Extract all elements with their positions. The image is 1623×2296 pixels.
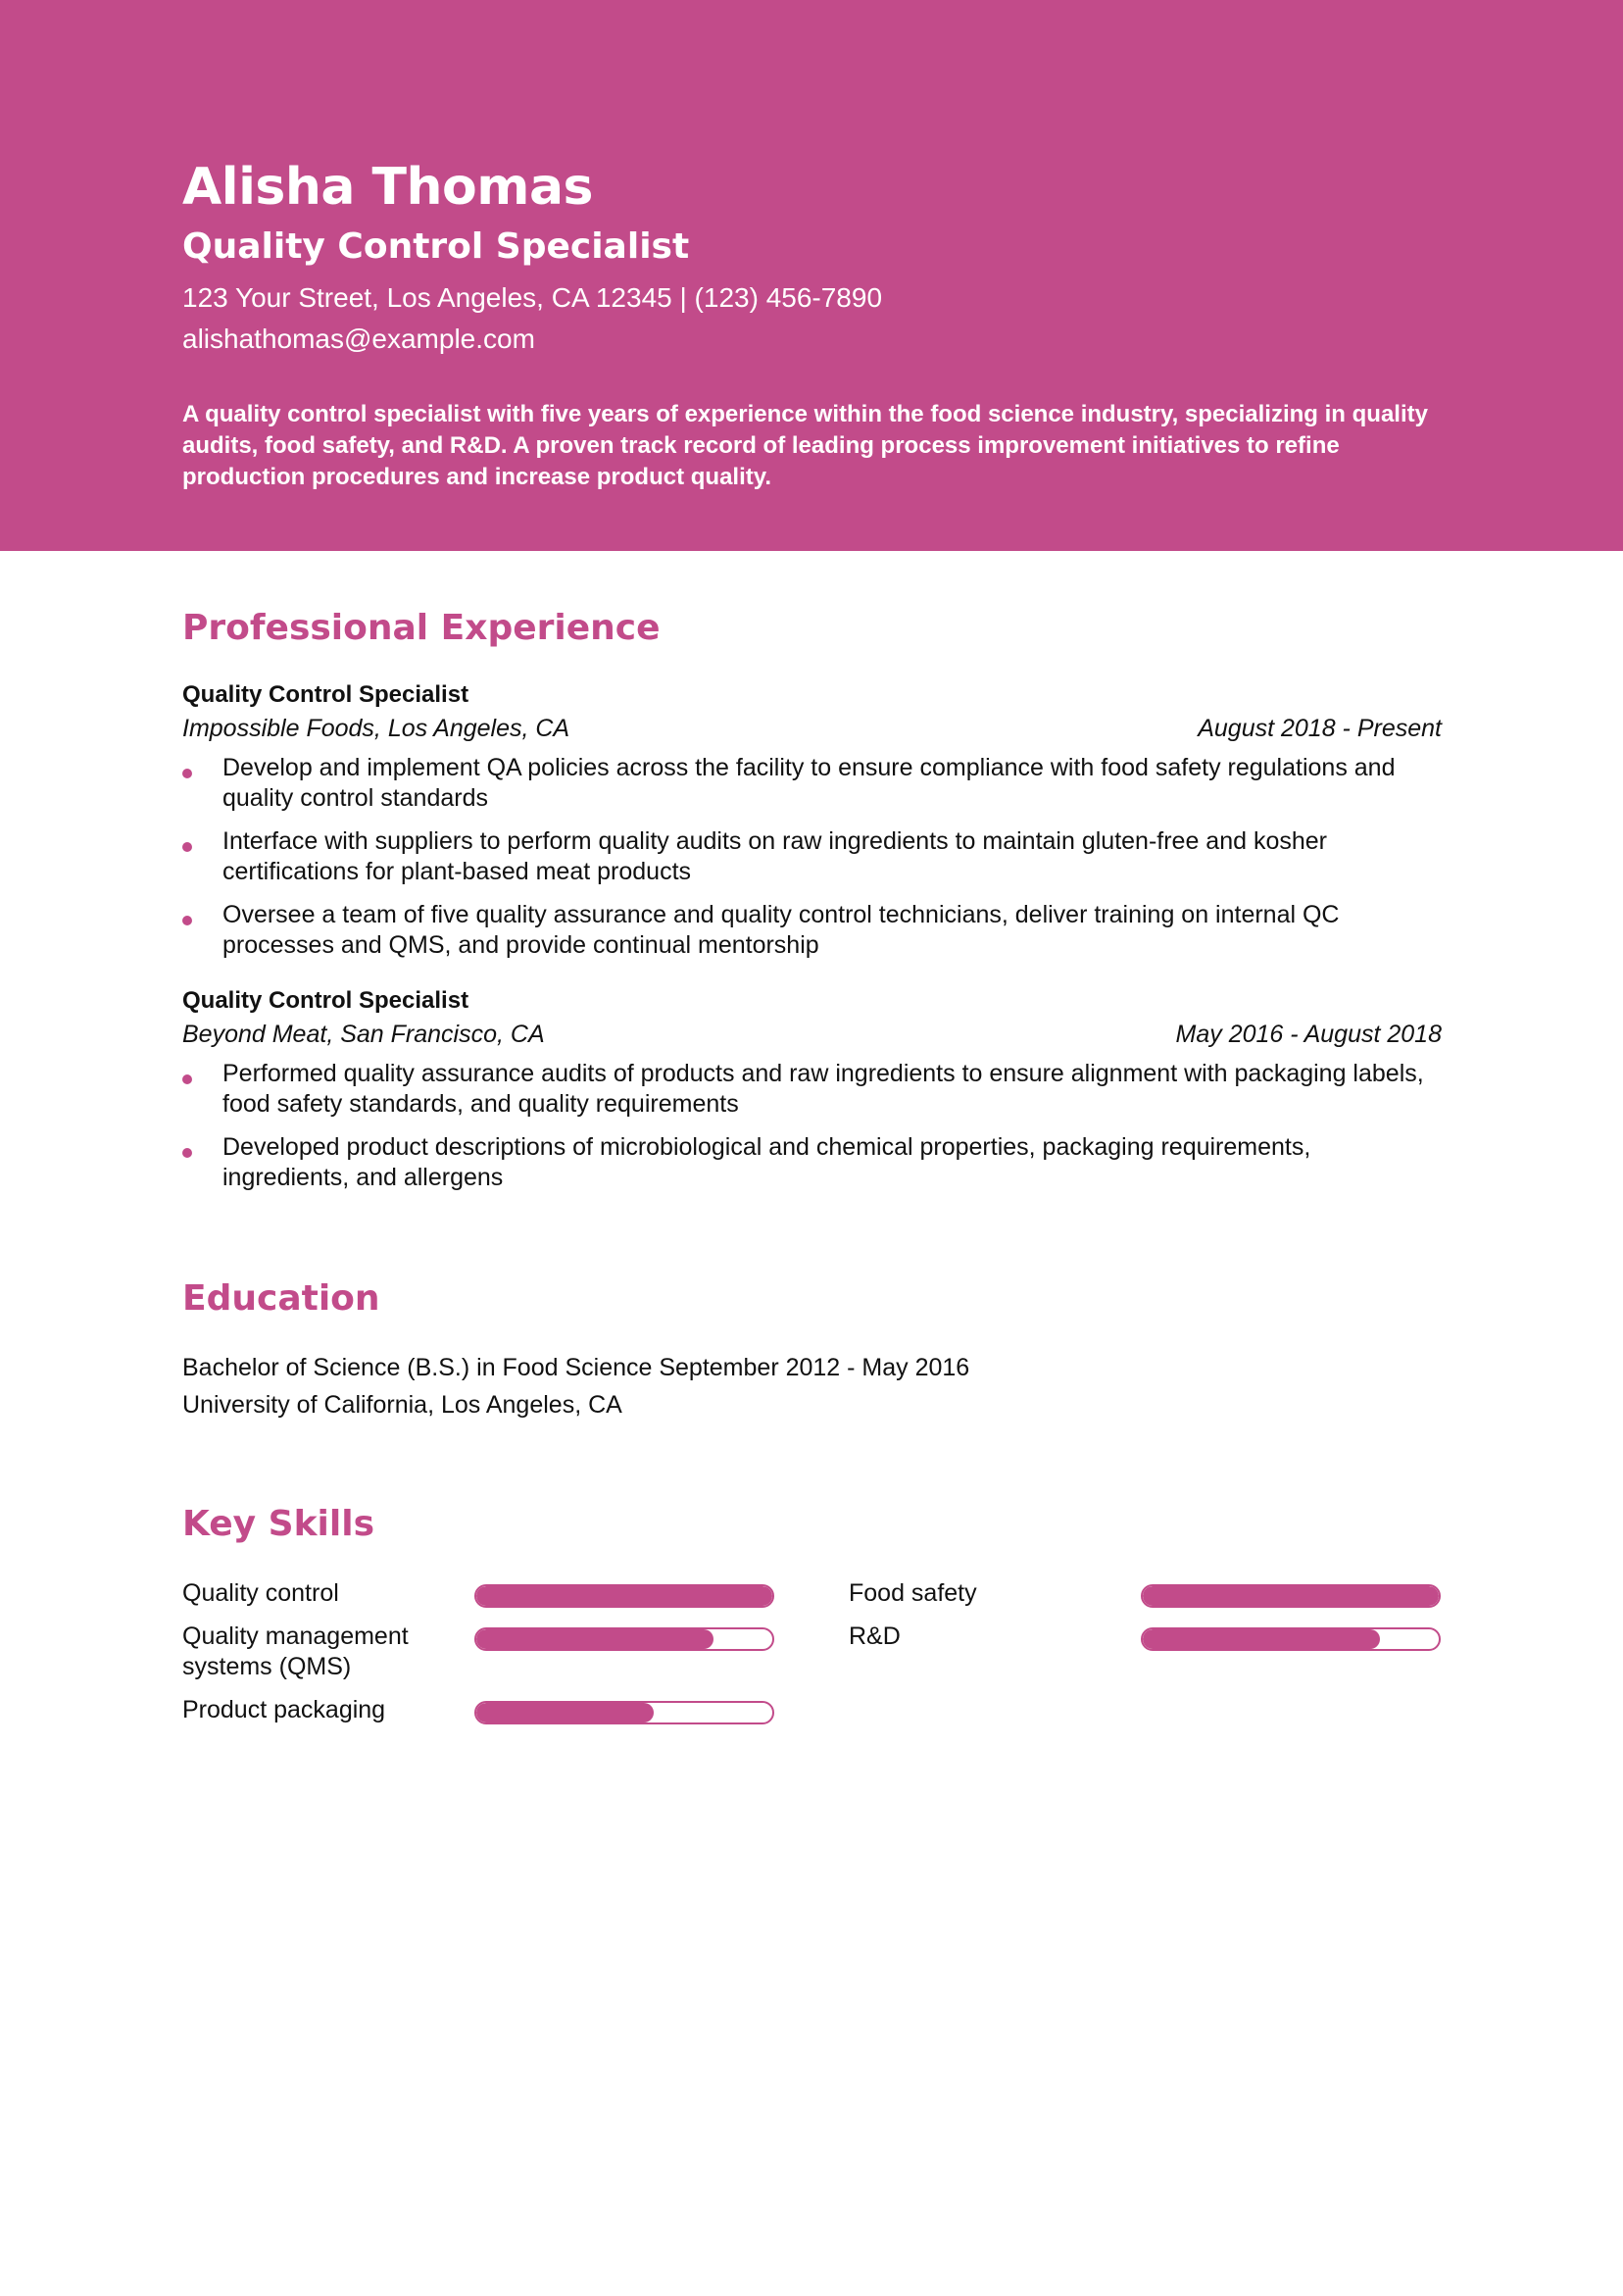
list-item: Developed product descriptions of microbiological and chemical properties, packaging requirements, ingredients, and allergens (182, 1132, 1442, 1193)
skill-fill (476, 1629, 713, 1649)
list-item: Develop and implement QA policies across the facility to ensure compliance with food safety regulations and quality control standards (182, 753, 1442, 814)
skill-label: Product packaging (182, 1696, 386, 1723)
bullet-dot-icon (182, 1148, 192, 1158)
job-title: Quality Control Specialist (182, 987, 469, 1014)
candidate-name: Alisha Thomas (182, 158, 593, 217)
skill-label: R&D (849, 1622, 901, 1650)
bullet-dot-icon (182, 842, 192, 852)
skill-fill (1143, 1629, 1380, 1649)
experience-heading: Professional Experience (182, 608, 661, 648)
list-item: Performed quality assurance audits of products and raw ingredients to ensure alignment with packaging labels, food safety standards, and quality requirements (182, 1059, 1442, 1120)
resume-header (0, 0, 1623, 551)
bullet-dot-icon (182, 1074, 192, 1084)
job-entry (182, 984, 1442, 1193)
job-company: Impossible Foods, Los Angeles, CA (182, 715, 570, 742)
candidate-title: Quality Control Specialist (182, 226, 690, 267)
skills-section (182, 1500, 1442, 1774)
skills-heading: Key Skills (182, 1504, 374, 1544)
profile-summary: A quality control specialist with five years of experience within the food science industry, specializing in quality audits, food safety, and R&D. A proven track record of leading process improvement initiatives to refine production procedures and increase product quality. (182, 401, 1428, 490)
list-item: Interface with suppliers to perform quality audits on raw ingredients to maintain gluten-free and kosher certifications for plant-based meat products (182, 826, 1442, 887)
education-school: University of California, Los Angeles, CA (182, 1391, 622, 1419)
contact-email: alishathomas@example.com (182, 324, 535, 354)
job-bullets (182, 753, 1442, 961)
skill-bar (474, 1701, 774, 1724)
skill-fill (476, 1586, 772, 1606)
skill-bar (474, 1584, 774, 1608)
skill-bar (1141, 1584, 1441, 1608)
job-dates: August 2018 - Present (1198, 715, 1442, 742)
skill-fill (476, 1703, 654, 1722)
skill-label: Food safety (849, 1579, 977, 1607)
job-dates: May 2016 - August 2018 (1175, 1021, 1442, 1048)
job-entry (182, 678, 1442, 961)
education-heading: Education (182, 1278, 380, 1319)
skill-fill (1143, 1586, 1439, 1606)
list-item: Oversee a team of five quality assurance and quality control technicians, deliver training on internal QC processes and QMS, and provide continual mentorship (182, 900, 1442, 961)
skill-label: Quality management systems (QMS) (182, 1622, 409, 1680)
skills-grid (182, 1578, 1442, 1774)
experience-section (182, 604, 1442, 1206)
contact-address-phone: 123 Your Street, Los Angeles, CA 12345 | (123) 456-7890 (182, 282, 883, 313)
job-bullets (182, 1059, 1442, 1193)
skill-bar (474, 1627, 774, 1651)
job-company: Beyond Meat, San Francisco, CA (182, 1021, 545, 1048)
bullet-dot-icon (182, 769, 192, 778)
job-title: Quality Control Specialist (182, 681, 469, 708)
education-degree: Bachelor of Science (B.S.) in Food Science September 2012 - May 2016 (182, 1354, 970, 1381)
skill-label: Quality control (182, 1579, 339, 1607)
skill-bar (1141, 1627, 1441, 1651)
bullet-dot-icon (182, 916, 192, 925)
education-section (182, 1274, 1442, 1423)
